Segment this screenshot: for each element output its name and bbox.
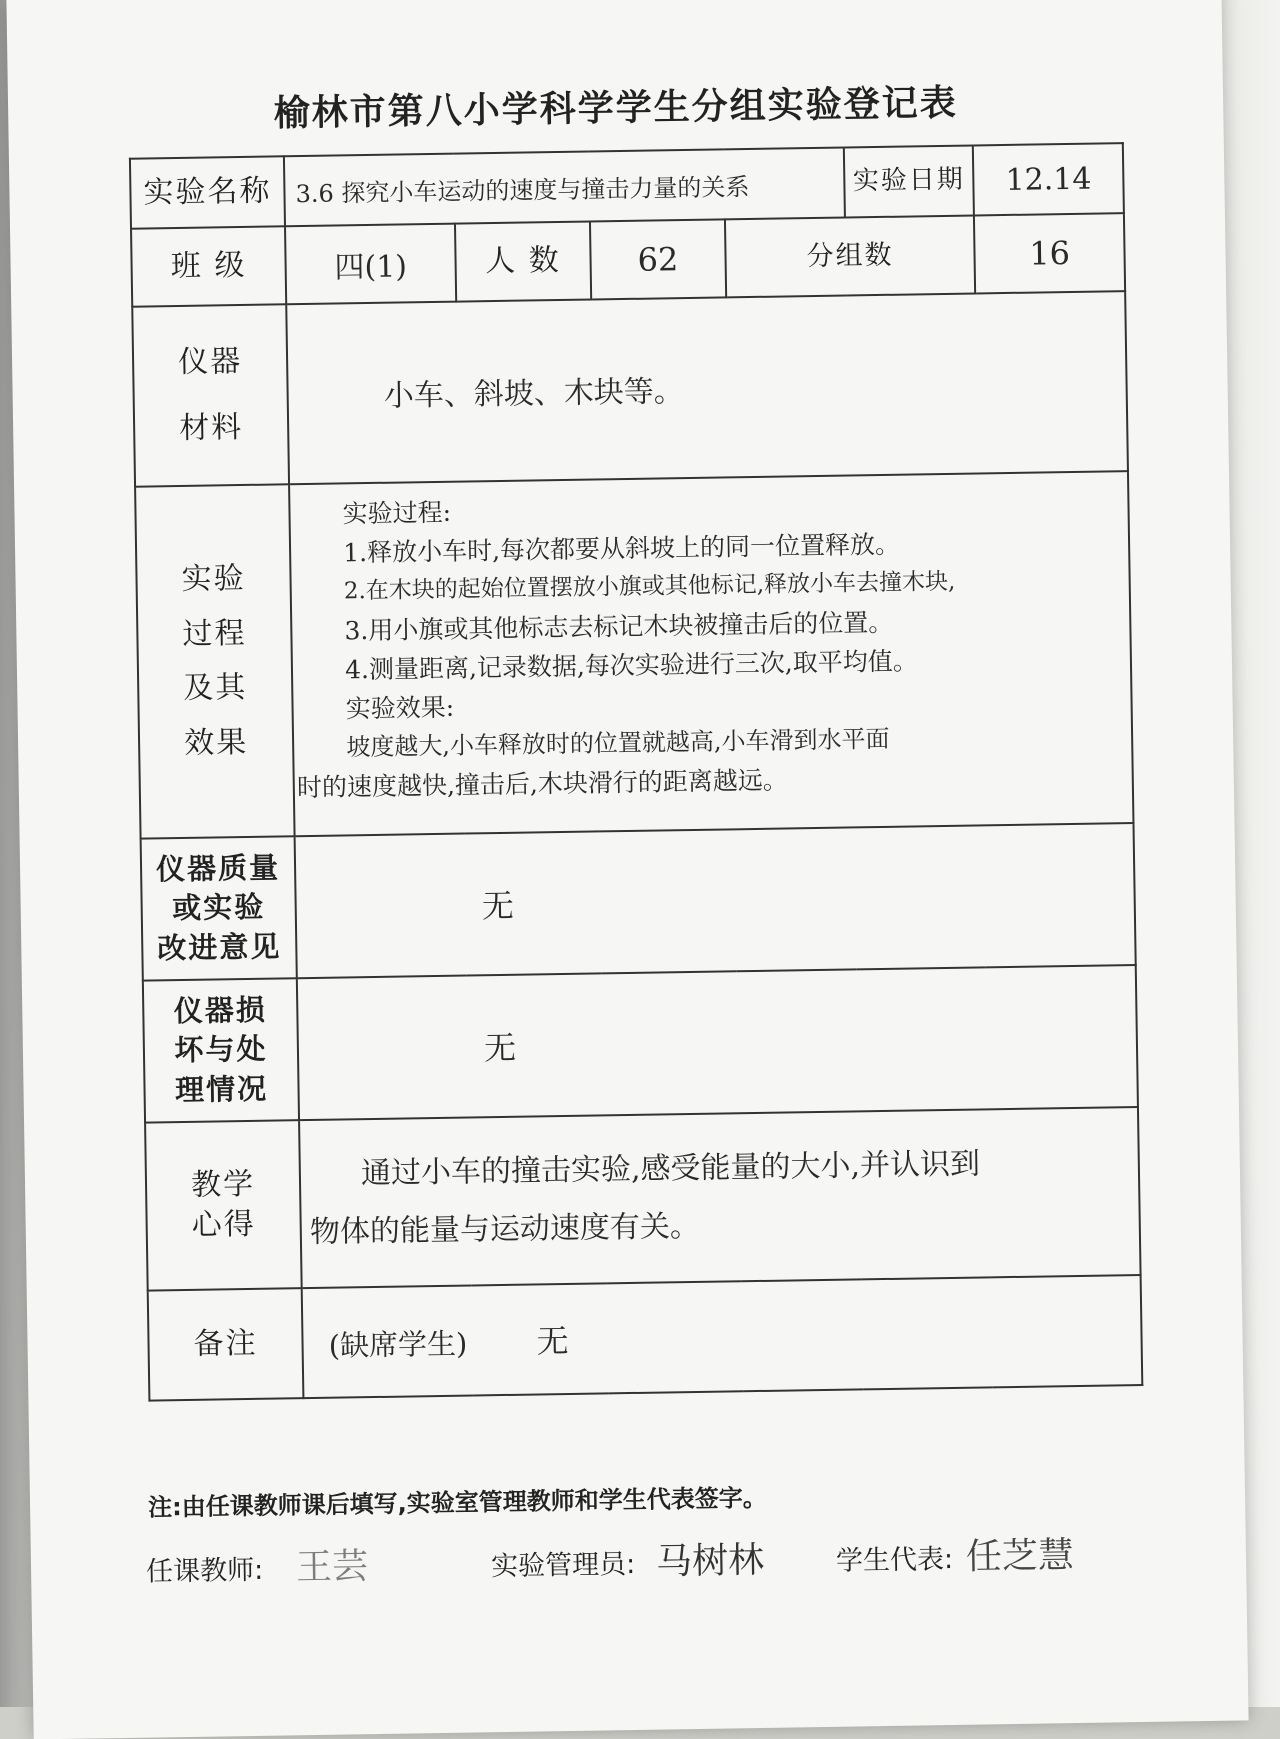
effect-line-1: 坡度越大,小车释放时的位置就越高,小车滑到水平面 bbox=[346, 724, 890, 762]
remarks-label: 备注 bbox=[148, 1288, 304, 1400]
equipment-label-line2: 材料 bbox=[178, 409, 244, 446]
teaching-line-2: 物体的能量与运动速度有关。 bbox=[309, 1208, 701, 1251]
quality-label-line2: 或实验 bbox=[171, 890, 266, 926]
quality-label bbox=[141, 836, 297, 980]
teacher-signature: 王芸 bbox=[295, 1546, 369, 1589]
registration-table bbox=[129, 142, 1143, 1401]
process-label-line4: 效果 bbox=[183, 724, 249, 761]
process-step-2: 2.在木块的起始位置摆放小旗或其他标记,释放小车去撞木块, bbox=[343, 568, 956, 605]
remarks-content bbox=[302, 1275, 1142, 1398]
admin-signature: 马树林 bbox=[655, 1539, 765, 1583]
damage-value: 无 bbox=[297, 965, 1138, 1120]
process-label-line1: 实验 bbox=[181, 560, 246, 597]
equipment-label bbox=[132, 304, 289, 486]
student-label: 学生代表: bbox=[835, 1543, 954, 1577]
experiment-date-label: 实验日期 bbox=[844, 145, 975, 217]
teacher-label: 任课教师: bbox=[145, 1554, 264, 1588]
process-label-line2: 过程 bbox=[182, 615, 247, 652]
footnote: 注:由任课教师课后填写,实验室管理教师和学生代表签字。 bbox=[147, 1483, 767, 1522]
remarks-prefix: (缺席学生) bbox=[328, 1326, 468, 1363]
damage-label bbox=[143, 978, 299, 1122]
effect-heading: 实验效果: bbox=[345, 692, 455, 724]
process-heading: 实验过程: bbox=[342, 497, 452, 529]
process-label bbox=[135, 484, 295, 838]
people-label: 人 数 bbox=[455, 222, 591, 302]
teaching-line-1: 通过小车的撞击实验,感受能量的大小,并认识到 bbox=[360, 1146, 981, 1192]
people-value: 62 bbox=[590, 219, 726, 299]
row-damage bbox=[143, 965, 1138, 1123]
signature-row bbox=[146, 1522, 1157, 1598]
row-teaching bbox=[145, 1107, 1141, 1291]
row-process bbox=[135, 471, 1133, 839]
quality-value: 无 bbox=[295, 823, 1136, 978]
paper-sheet bbox=[6, 0, 1248, 1739]
class-value: 四(1) bbox=[285, 224, 456, 305]
process-step-4: 4.测量距离,记录数据,每次实验进行三次,取平均值。 bbox=[344, 646, 918, 685]
groups-label: 分组数 bbox=[725, 215, 976, 297]
groups-value: 16 bbox=[974, 213, 1125, 293]
row-equipment bbox=[132, 291, 1128, 487]
damage-label-line2: 坏与处 bbox=[174, 1032, 268, 1068]
damage-label-line1: 仪器损 bbox=[173, 992, 268, 1029]
process-content bbox=[289, 471, 1133, 836]
effect-line-2: 时的速度越快,撞击后,木块滑行的距离越远。 bbox=[296, 765, 789, 803]
class-label: 班 级 bbox=[131, 226, 286, 306]
student-signature: 任芝慧 bbox=[965, 1535, 1075, 1578]
equipment-value: 小车、斜坡、木块等。 bbox=[286, 291, 1128, 484]
process-step-1: 1.释放小车时,每次都要从斜坡上的同一位置释放。 bbox=[343, 529, 901, 568]
equipment-label-line1: 仪器 bbox=[177, 343, 243, 380]
row-remarks bbox=[148, 1275, 1143, 1401]
quality-label-line1: 仪器质量 bbox=[155, 850, 281, 887]
experiment-name-value: 3.6 探究小车运动的速度与撞击力量的关系 bbox=[284, 148, 845, 227]
form-title: 榆林市第八小学科学学生分组实验登记表 bbox=[273, 82, 958, 135]
damage-label-line3: 理情况 bbox=[174, 1071, 269, 1107]
teaching-label bbox=[145, 1120, 302, 1290]
admin-label: 实验管理员: bbox=[490, 1548, 636, 1583]
teaching-label-line2: 心得 bbox=[191, 1206, 257, 1243]
remarks-value: 无 bbox=[536, 1321, 569, 1361]
process-step-3: 3.用小旗或其他标志去标记木块被撞击后的位置。 bbox=[344, 607, 894, 646]
teaching-content bbox=[299, 1107, 1140, 1288]
experiment-date-value: 12.14 bbox=[973, 143, 1124, 215]
row-quality bbox=[141, 823, 1136, 981]
quality-label-line3: 改进意见 bbox=[157, 929, 282, 965]
teaching-label-line1: 教学 bbox=[190, 1166, 256, 1203]
experiment-name-label: 实验名称 bbox=[130, 156, 285, 228]
process-label-line3: 及其 bbox=[183, 669, 248, 706]
